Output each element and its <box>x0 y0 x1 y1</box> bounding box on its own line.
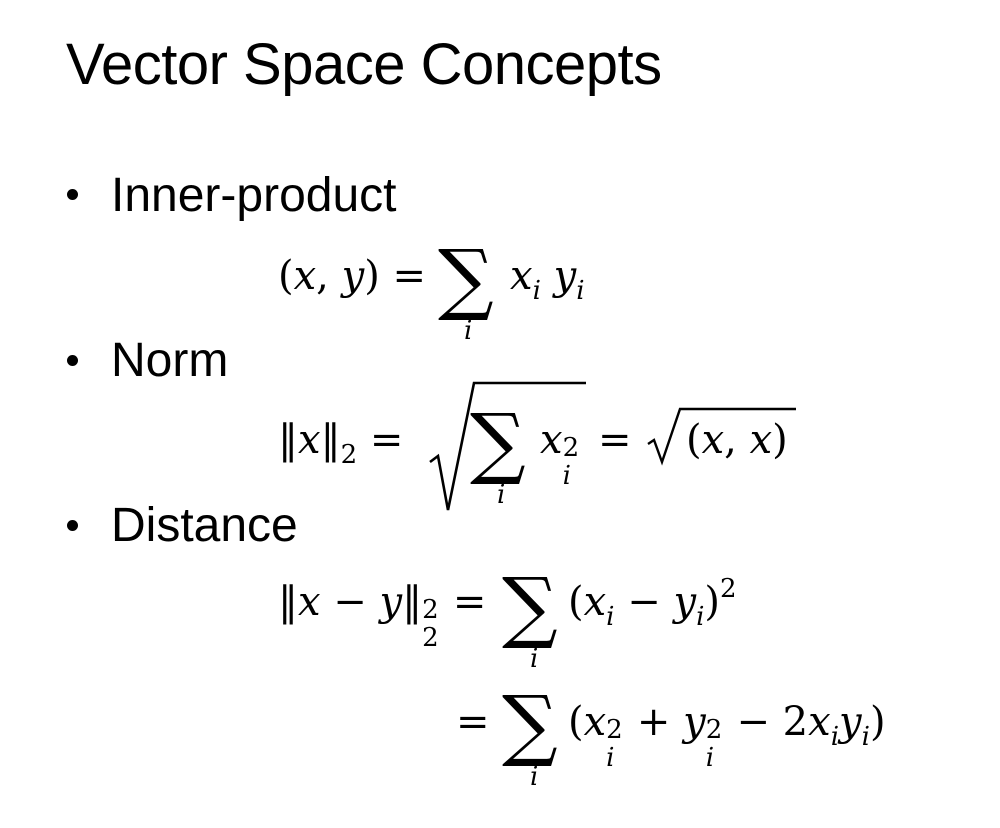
inner-product-lhs: (x, y) = <box>278 253 427 299</box>
norm-lhs: $‖x‖_2$ = <box>278 417 404 470</box>
distance-line2-rhs: (x 2 i + y 2 i − $2x_iy_i$) <box>568 699 886 773</box>
norm-rhs: (x, x) <box>686 417 788 463</box>
bullet-dot-distance <box>67 520 78 531</box>
bullet-inner-product: Inner-product <box>111 169 397 222</box>
norm-sum-index: i <box>497 480 506 510</box>
sum-symbol: ∑ <box>438 234 494 324</box>
sum-index: i <box>464 316 473 346</box>
bullet-norm: Norm <box>111 334 229 387</box>
bullet-dot-inner-product <box>67 189 78 200</box>
distance-sum-symbol: ∑ <box>502 562 558 652</box>
distance-sum-index: i <box>530 644 539 674</box>
bullet-dot-norm <box>67 355 78 366</box>
inner-product-rhs: $x_i$ $y_i$ <box>510 253 585 306</box>
distance-line2-sum-index: i <box>530 762 539 792</box>
norm-equals: = <box>598 417 632 463</box>
bullet-distance: Distance <box>111 499 298 552</box>
distance-line2-equals: = <box>456 699 490 745</box>
norm-sum-symbol: ∑ <box>470 398 526 488</box>
distance-rhs: $(x_i - y_i)^2$ <box>568 574 737 632</box>
distance-lhs: ‖x − y‖ 2 2 = <box>278 579 487 653</box>
norm-inner: x 2 i <box>540 417 580 491</box>
slide-title: Vector Space Concepts <box>66 32 662 97</box>
distance-line2-sum-symbol: ∑ <box>502 680 558 770</box>
